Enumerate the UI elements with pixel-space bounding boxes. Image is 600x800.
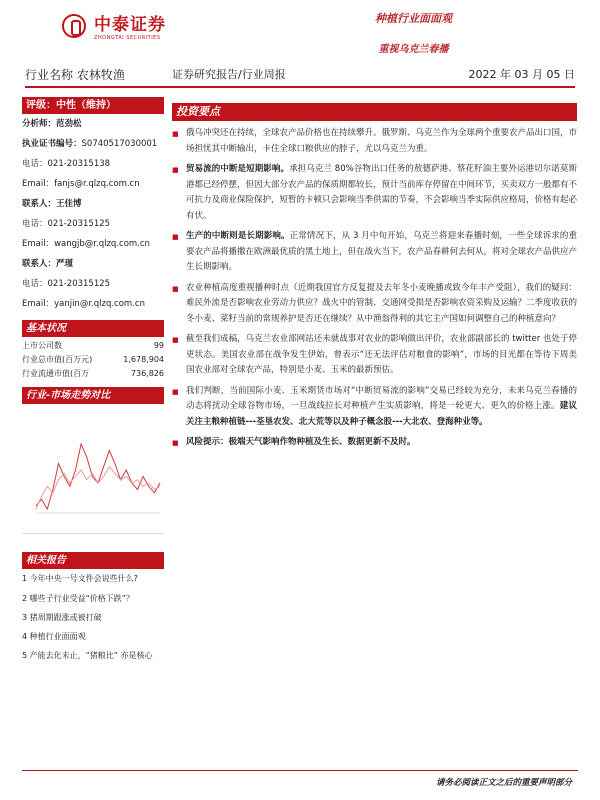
- point-body: 截至我们成稿，乌克兰农业部网站还未就战事对农业的影响做出评价，农业部副部长的 twitter 也处于停更状态。美国农业部在战争发生伊始，曾表示“还无法评估对粮食的影响”，市场的目光都在等待下周美国农业部对全球农产品，特别是小麦、玉米的最新预估。: [186, 334, 577, 375]
- report-subtitle: 重视乌克兰春播: [378, 44, 449, 55]
- related-report-5[interactable]: 5 产能去化未止，“猪粮比” 亦是核心: [22, 651, 153, 660]
- footer-disclaimer: 请务必阅读正文之后的重要声明部分: [435, 778, 572, 788]
- point-body: 俄乌冲突还在持续，全球农产品价格也在持续攀升。俄罗斯、乌克兰作为全球两个重要农产品出口国，市场担忧其中断输出，卡住全球口粮供应的脖子，尤以乌克兰为重。: [186, 128, 578, 154]
- analyst-email[interactable]: Email：fanjs@r.qlzq.com.cn: [22, 179, 140, 189]
- point-text: [186, 162, 577, 224]
- analyst-info: [22, 114, 164, 314]
- contact2-label: 联系人：: [22, 259, 57, 269]
- contact1-email[interactable]: Email：wangjb@r.qlzq.com.cn: [22, 239, 150, 249]
- table-row: [22, 353, 164, 367]
- contact2-email[interactable]: Email：yanjin@r.qlzq.com.cn: [22, 299, 145, 309]
- contact2-name: 严瑾: [56, 259, 74, 269]
- investment-points: [172, 126, 577, 452]
- related-report-2[interactable]: 2 哪些子行业受益“价格下跌”？: [22, 594, 134, 603]
- investment-point: [172, 229, 577, 276]
- contact1-phone: 电话：021-20315125: [22, 219, 111, 229]
- point-body: 我们判断，当前国际小麦、玉米期货市场对“中断贸易流的影响”交易已经较为充分，未来乌克兰春播的动态将扰动全球谷物市场，一旦战线拉长对种植产生实质影响，将是一轮更大、更久的价格上涨。: [186, 385, 577, 411]
- bullet-square-icon: ■: [172, 233, 179, 241]
- bullet-square-icon: ■: [172, 284, 179, 293]
- related-report-1[interactable]: 1 今年中央一号文件会说些什么?: [22, 574, 138, 583]
- point-tail: 极端天气影响作物种植及生长、数据更新不及时。: [228, 437, 416, 447]
- point-tail: 建议关注主粮种植链---荃垦农发、北大荒等以及种子概念股---大北农、登海种业等。: [186, 401, 577, 427]
- related-reports-title: 相关报告: [22, 552, 164, 569]
- report-title: 种植行业面面观: [375, 12, 452, 25]
- investment-title: 投资要点: [172, 103, 577, 121]
- logo-emblem-icon: [62, 14, 86, 38]
- cert-label: 执业证书编号：: [22, 139, 82, 149]
- bullet-square-icon: ■: [172, 166, 179, 174]
- investment-point: [172, 126, 577, 157]
- point-text: [186, 435, 577, 452]
- trend-chart-svg: [22, 404, 164, 534]
- row-key: 上市公司数: [22, 341, 62, 350]
- table-row: [22, 367, 164, 381]
- row-value: 99: [153, 341, 164, 350]
- bullet-square-icon: ■: [172, 387, 179, 396]
- basic-status-table: [22, 337, 164, 381]
- investment-section: [172, 103, 577, 452]
- bullet-square-icon: ■: [172, 439, 179, 447]
- analyst-label: 分析师：: [22, 119, 57, 129]
- analyst-phone: 电话：021-20315138: [22, 159, 111, 169]
- cert-number: S0740517030001: [81, 139, 158, 149]
- investment-point: [172, 332, 577, 379]
- left-sidebar: [22, 97, 164, 666]
- industry-name: 行业名称 农林牧渔: [25, 68, 125, 82]
- related-report-4[interactable]: 4 种植行业面面观: [22, 632, 86, 641]
- point-text: [186, 229, 577, 276]
- point-text: [186, 332, 577, 379]
- investment-point: [172, 162, 577, 224]
- point-lead: 生产的中断则是长期影响。: [186, 231, 290, 241]
- report-date: 2022 年 03 月 05 日: [468, 68, 575, 81]
- point-lead: 风险提示：: [186, 437, 229, 447]
- point-text: [186, 384, 577, 431]
- market-trend-chart: [22, 404, 164, 534]
- row-value: 736,826: [130, 369, 164, 378]
- bullet-square-icon: ■: [172, 130, 179, 138]
- related-reports-list: [22, 569, 164, 666]
- footer-divider: [22, 770, 578, 771]
- point-lead: 贸易流的中断是短期影响。: [186, 164, 290, 174]
- company-logo: [62, 10, 166, 41]
- row-value: 1,678,904: [123, 355, 164, 364]
- contact1-label: 联系人：: [22, 199, 57, 209]
- point-text: [186, 126, 577, 157]
- related-report-3[interactable]: 3 猪周期跟涨或被打破: [22, 613, 102, 622]
- point-body: 农业种植高度重视播种时点（近期我国官方反复提及去年冬小麦晚播或致今年丰产受阻），我们的疑问：难民外流是否影响农业劳动力供应？战火中的管制、交通网受损是否影响农资采购及运输？二季度收获的冬小麦、菜籽当前的常规养护是否还在继续？从中渔翁得利的其它主产国如何调整自己的种植意向？: [186, 282, 578, 324]
- row-key: 行业总市值(百万元): [22, 355, 93, 364]
- table-row: [22, 339, 164, 353]
- series-line-industry: [36, 444, 160, 509]
- point-body: 正常情况下，从 3 月中旬开始，乌克兰将迎来春播时刻，一些全球诉求的重要农产品将播撒在欧洲最优质的黑土地上，但在战火当下，农产品春耕何去何从，将对全球农产品供应产生长期影响。: [186, 231, 578, 272]
- header-divider: [25, 86, 575, 88]
- series-line-market: [36, 467, 160, 509]
- report-header: [375, 10, 452, 55]
- market-trend-title: 行业-市场走势对比: [22, 387, 164, 404]
- point-body: 承担乌克兰 80%谷物出口任务的敖德萨港、蔡花籽油主要外运港切尔诺莫斯港都已经停摆，但因大部分农产品的保质期都较长，预计当前库存停留在中间环节，买卖双方一般都有不可抗力及商业保险保护，短暂的卡顿只会影响当季供需的节奏，不会影响当季实际供应格局，价格有起必有伏。: [186, 164, 578, 221]
- investment-point: [172, 384, 577, 431]
- logo-chinese-name: 中泰证券: [94, 15, 166, 35]
- row-key: 行业流通市值(百万: [22, 369, 90, 378]
- contact1-name: 王佳博: [56, 199, 82, 209]
- report-type: 证券研究报告/行业周报: [172, 68, 286, 81]
- bullet-square-icon: ■: [172, 336, 179, 344]
- investment-point: [172, 281, 577, 328]
- analyst-name: 范劲松: [56, 119, 82, 129]
- contact2-phone: 电话：021-20315125: [22, 279, 111, 289]
- logo-english-name: ZHONGTAI SECURITIES: [94, 35, 161, 41]
- investment-point: [172, 435, 577, 452]
- point-text: [186, 281, 577, 328]
- rating-box: 评级：中性（维持）: [22, 97, 164, 114]
- basic-status-title: 基本状况: [22, 320, 164, 337]
